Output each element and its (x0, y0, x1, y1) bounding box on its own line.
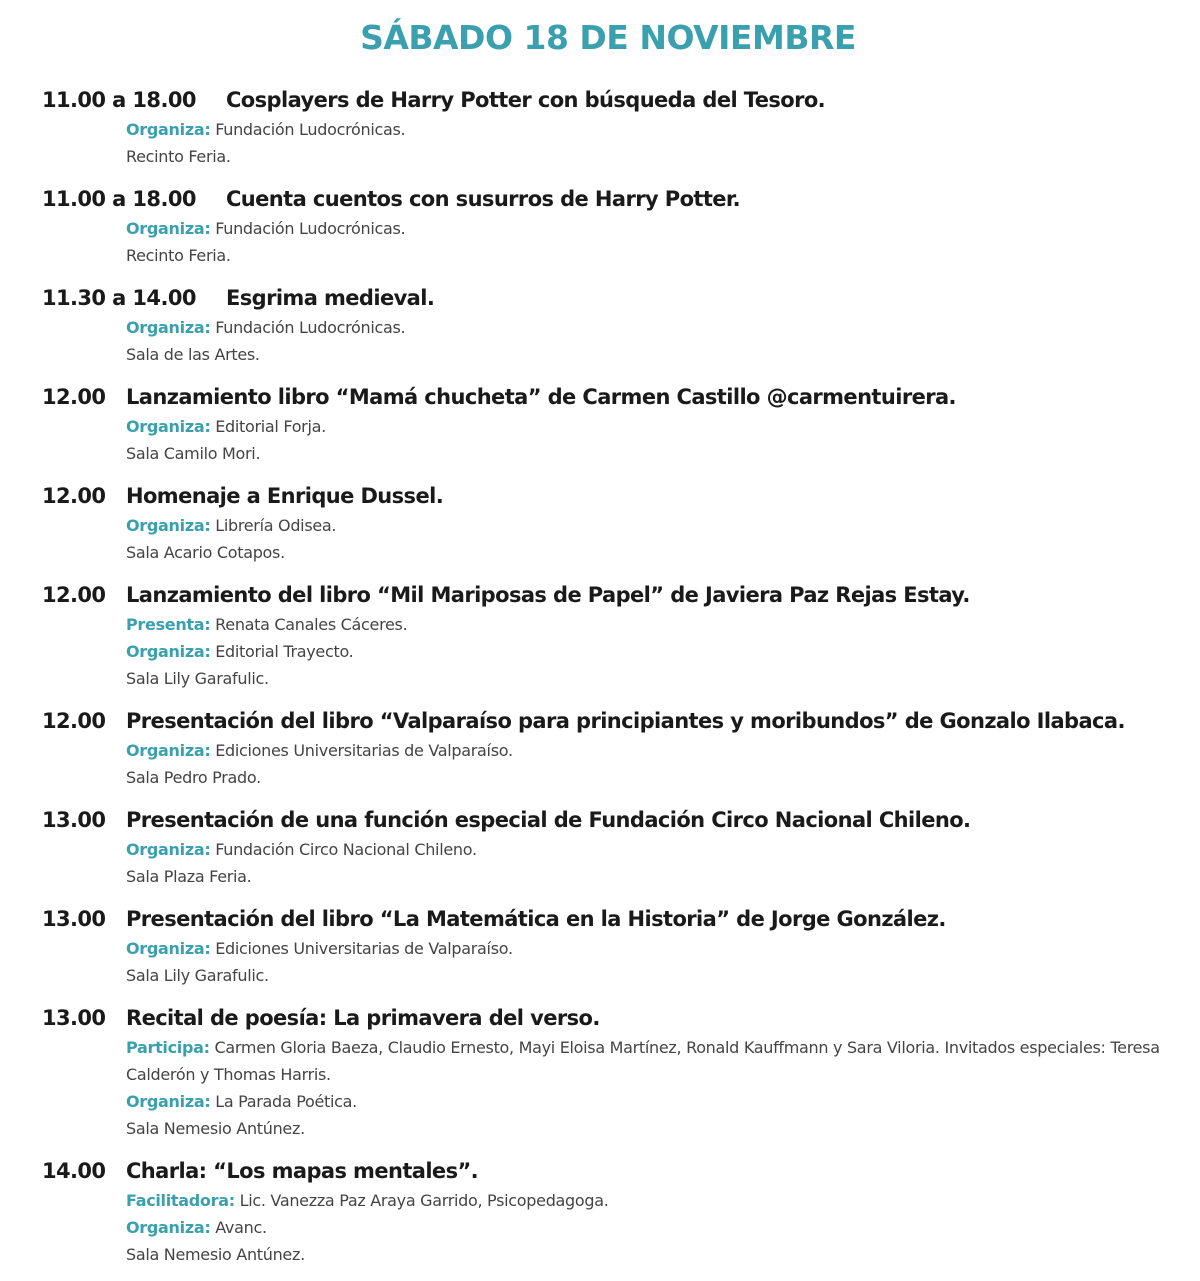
event-item (42, 84, 1192, 170)
detail-label: Organiza: (126, 120, 211, 139)
event-detail-line (126, 611, 1192, 638)
event-time: 12.00 (42, 709, 106, 733)
detail-label: Organiza: (126, 417, 211, 436)
detail-text: Editorial Forja. (210, 417, 326, 436)
detail-text: Recinto Feria. (126, 147, 231, 166)
event-title: Cosplayers de Harry Potter con búsqueda del Tesoro. (226, 88, 826, 112)
event-time: 14.00 (42, 1159, 106, 1183)
event-venue (126, 143, 1192, 170)
event-item (42, 705, 1192, 791)
event-details (42, 215, 1192, 269)
event-detail-line (126, 638, 1192, 665)
detail-text: Avanc. (210, 1218, 267, 1237)
event-item (42, 1155, 1192, 1268)
event-header (42, 282, 1192, 314)
event-detail-line (126, 413, 1192, 440)
event-venue (126, 962, 1192, 989)
event-detail-line (126, 935, 1192, 962)
detail-label: Organiza: (126, 840, 211, 859)
event-venue (126, 1241, 1192, 1268)
event-venue (126, 764, 1192, 791)
detail-text: Sala Plaza Feria. (126, 867, 252, 886)
detail-text: Editorial Trayecto. (210, 642, 354, 661)
event-item (42, 282, 1192, 368)
event-detail-line (126, 836, 1192, 863)
event-venue (126, 665, 1192, 692)
event-header (42, 804, 1192, 836)
event-header (42, 1002, 1192, 1034)
detail-text: Ediciones Universitarias de Valparaíso. (210, 741, 513, 760)
event-item (42, 903, 1192, 989)
page-title: SÁBADO 18 DE NOVIEMBRE (360, 18, 856, 57)
event-venue (126, 341, 1192, 368)
event-details (42, 611, 1192, 692)
event-details (42, 836, 1192, 890)
event-detail-line (126, 737, 1192, 764)
detail-text: Sala Lily Garafulic. (126, 966, 269, 985)
detail-label: Organiza: (126, 939, 211, 958)
event-venue (126, 1115, 1192, 1142)
event-header (42, 705, 1192, 737)
detail-label: Participa: (126, 1038, 210, 1057)
event-details (42, 413, 1192, 467)
event-detail-line (126, 215, 1192, 242)
event-venue (126, 539, 1192, 566)
detail-text: Sala Camilo Mori. (126, 444, 261, 463)
detail-text: La Parada Poética. (210, 1092, 357, 1111)
event-title: Presentación de una función especial de Fundación Circo Nacional Chileno. (126, 808, 971, 832)
event-item (42, 480, 1192, 566)
event-header (42, 1155, 1192, 1187)
event-title: Presentación del libro “Valparaíso para principiantes y moribundos” de Gonzalo Ilabaca. (126, 709, 1125, 733)
detail-text: Recinto Feria. (126, 246, 231, 265)
detail-text: Renata Canales Cáceres. (210, 615, 408, 634)
event-time: 13.00 (42, 808, 106, 832)
event-details (42, 1187, 1192, 1268)
detail-label: Organiza: (126, 1218, 211, 1237)
event-title: Recital de poesía: La primavera del verso. (126, 1006, 600, 1030)
event-title: Lanzamiento libro “Mamá chucheta” de Carmen Castillo @carmentuirera. (126, 385, 956, 409)
event-title: Homenaje a Enrique Dussel. (126, 484, 444, 508)
event-detail-line (126, 1214, 1192, 1241)
detail-label: Organiza: (126, 741, 211, 760)
event-details (42, 314, 1192, 368)
event-item (42, 381, 1192, 467)
event-time: 11.30 a 14.00 (42, 286, 196, 310)
detail-text: Lic. Vanezza Paz Araya Garrido, Psicopedagoga. (234, 1191, 609, 1210)
event-details (42, 737, 1192, 791)
event-time: 12.00 (42, 385, 106, 409)
event-title: Lanzamiento del libro “Mil Mariposas de Papel” de Javiera Paz Rejas Estay. (126, 583, 970, 607)
event-time: 12.00 (42, 583, 106, 607)
event-title: Presentación del libro “La Matemática en la Historia” de Jorge González. (126, 907, 946, 931)
event-venue (126, 242, 1192, 269)
event-detail-line (126, 512, 1192, 539)
event-header (42, 480, 1192, 512)
event-header (42, 183, 1192, 215)
detail-text: Sala Pedro Prado. (126, 768, 261, 787)
event-time: 11.00 a 18.00 (42, 88, 196, 112)
detail-text: Carmen Gloria Baeza, Claudio Ernesto, Mayi Eloisa Martínez, Ronald Kauffmann y Sara Viloria. Invitados especiales: Teresa Calderón y Thomas Harris. (126, 1038, 1160, 1084)
event-header (42, 84, 1192, 116)
detail-text: Sala de las Artes. (126, 345, 260, 364)
event-title: Esgrima medieval. (226, 286, 435, 310)
detail-text: Fundación Ludocrónicas. (210, 219, 406, 238)
event-header (42, 579, 1192, 611)
event-item (42, 579, 1192, 692)
event-venue (126, 863, 1192, 890)
detail-label: Organiza: (126, 1092, 211, 1111)
detail-text: Fundación Circo Nacional Chileno. (210, 840, 477, 859)
detail-text: Sala Lily Garafulic. (126, 669, 269, 688)
detail-label: Organiza: (126, 219, 211, 238)
detail-text: Sala Nemesio Antúnez. (126, 1245, 305, 1264)
detail-text: Sala Acario Cotapos. (126, 543, 285, 562)
detail-text: Librería Odisea. (210, 516, 337, 535)
detail-text: Fundación Ludocrónicas. (210, 120, 406, 139)
event-time: 12.00 (42, 484, 106, 508)
event-detail-line (126, 1088, 1192, 1115)
detail-text: Sala Nemesio Antúnez. (126, 1119, 305, 1138)
event-time: 11.00 a 18.00 (42, 187, 196, 211)
event-header (42, 381, 1192, 413)
event-details (42, 116, 1192, 170)
event-item (42, 804, 1192, 890)
event-time: 13.00 (42, 1006, 106, 1030)
detail-label: Facilitadora: (126, 1191, 235, 1210)
detail-label: Organiza: (126, 318, 211, 337)
detail-label: Organiza: (126, 642, 211, 661)
event-header (42, 903, 1192, 935)
event-list (42, 84, 1192, 1281)
event-details (42, 1034, 1192, 1142)
event-title: Charla: “Los mapas mentales”. (126, 1159, 479, 1183)
detail-label: Presenta: (126, 615, 211, 634)
detail-label: Organiza: (126, 516, 211, 535)
event-detail-line (126, 116, 1192, 143)
detail-text: Fundación Ludocrónicas. (210, 318, 406, 337)
event-detail-line (126, 314, 1192, 341)
detail-text: Ediciones Universitarias de Valparaíso. (210, 939, 513, 958)
event-detail-line (126, 1187, 1192, 1214)
event-title: Cuenta cuentos con susurros de Harry Potter. (226, 187, 741, 211)
event-item (42, 1002, 1192, 1142)
event-venue (126, 440, 1192, 467)
event-time: 13.00 (42, 907, 106, 931)
event-item (42, 183, 1192, 269)
event-details (42, 512, 1192, 566)
event-details (42, 935, 1192, 989)
event-detail-line (126, 1034, 1192, 1088)
